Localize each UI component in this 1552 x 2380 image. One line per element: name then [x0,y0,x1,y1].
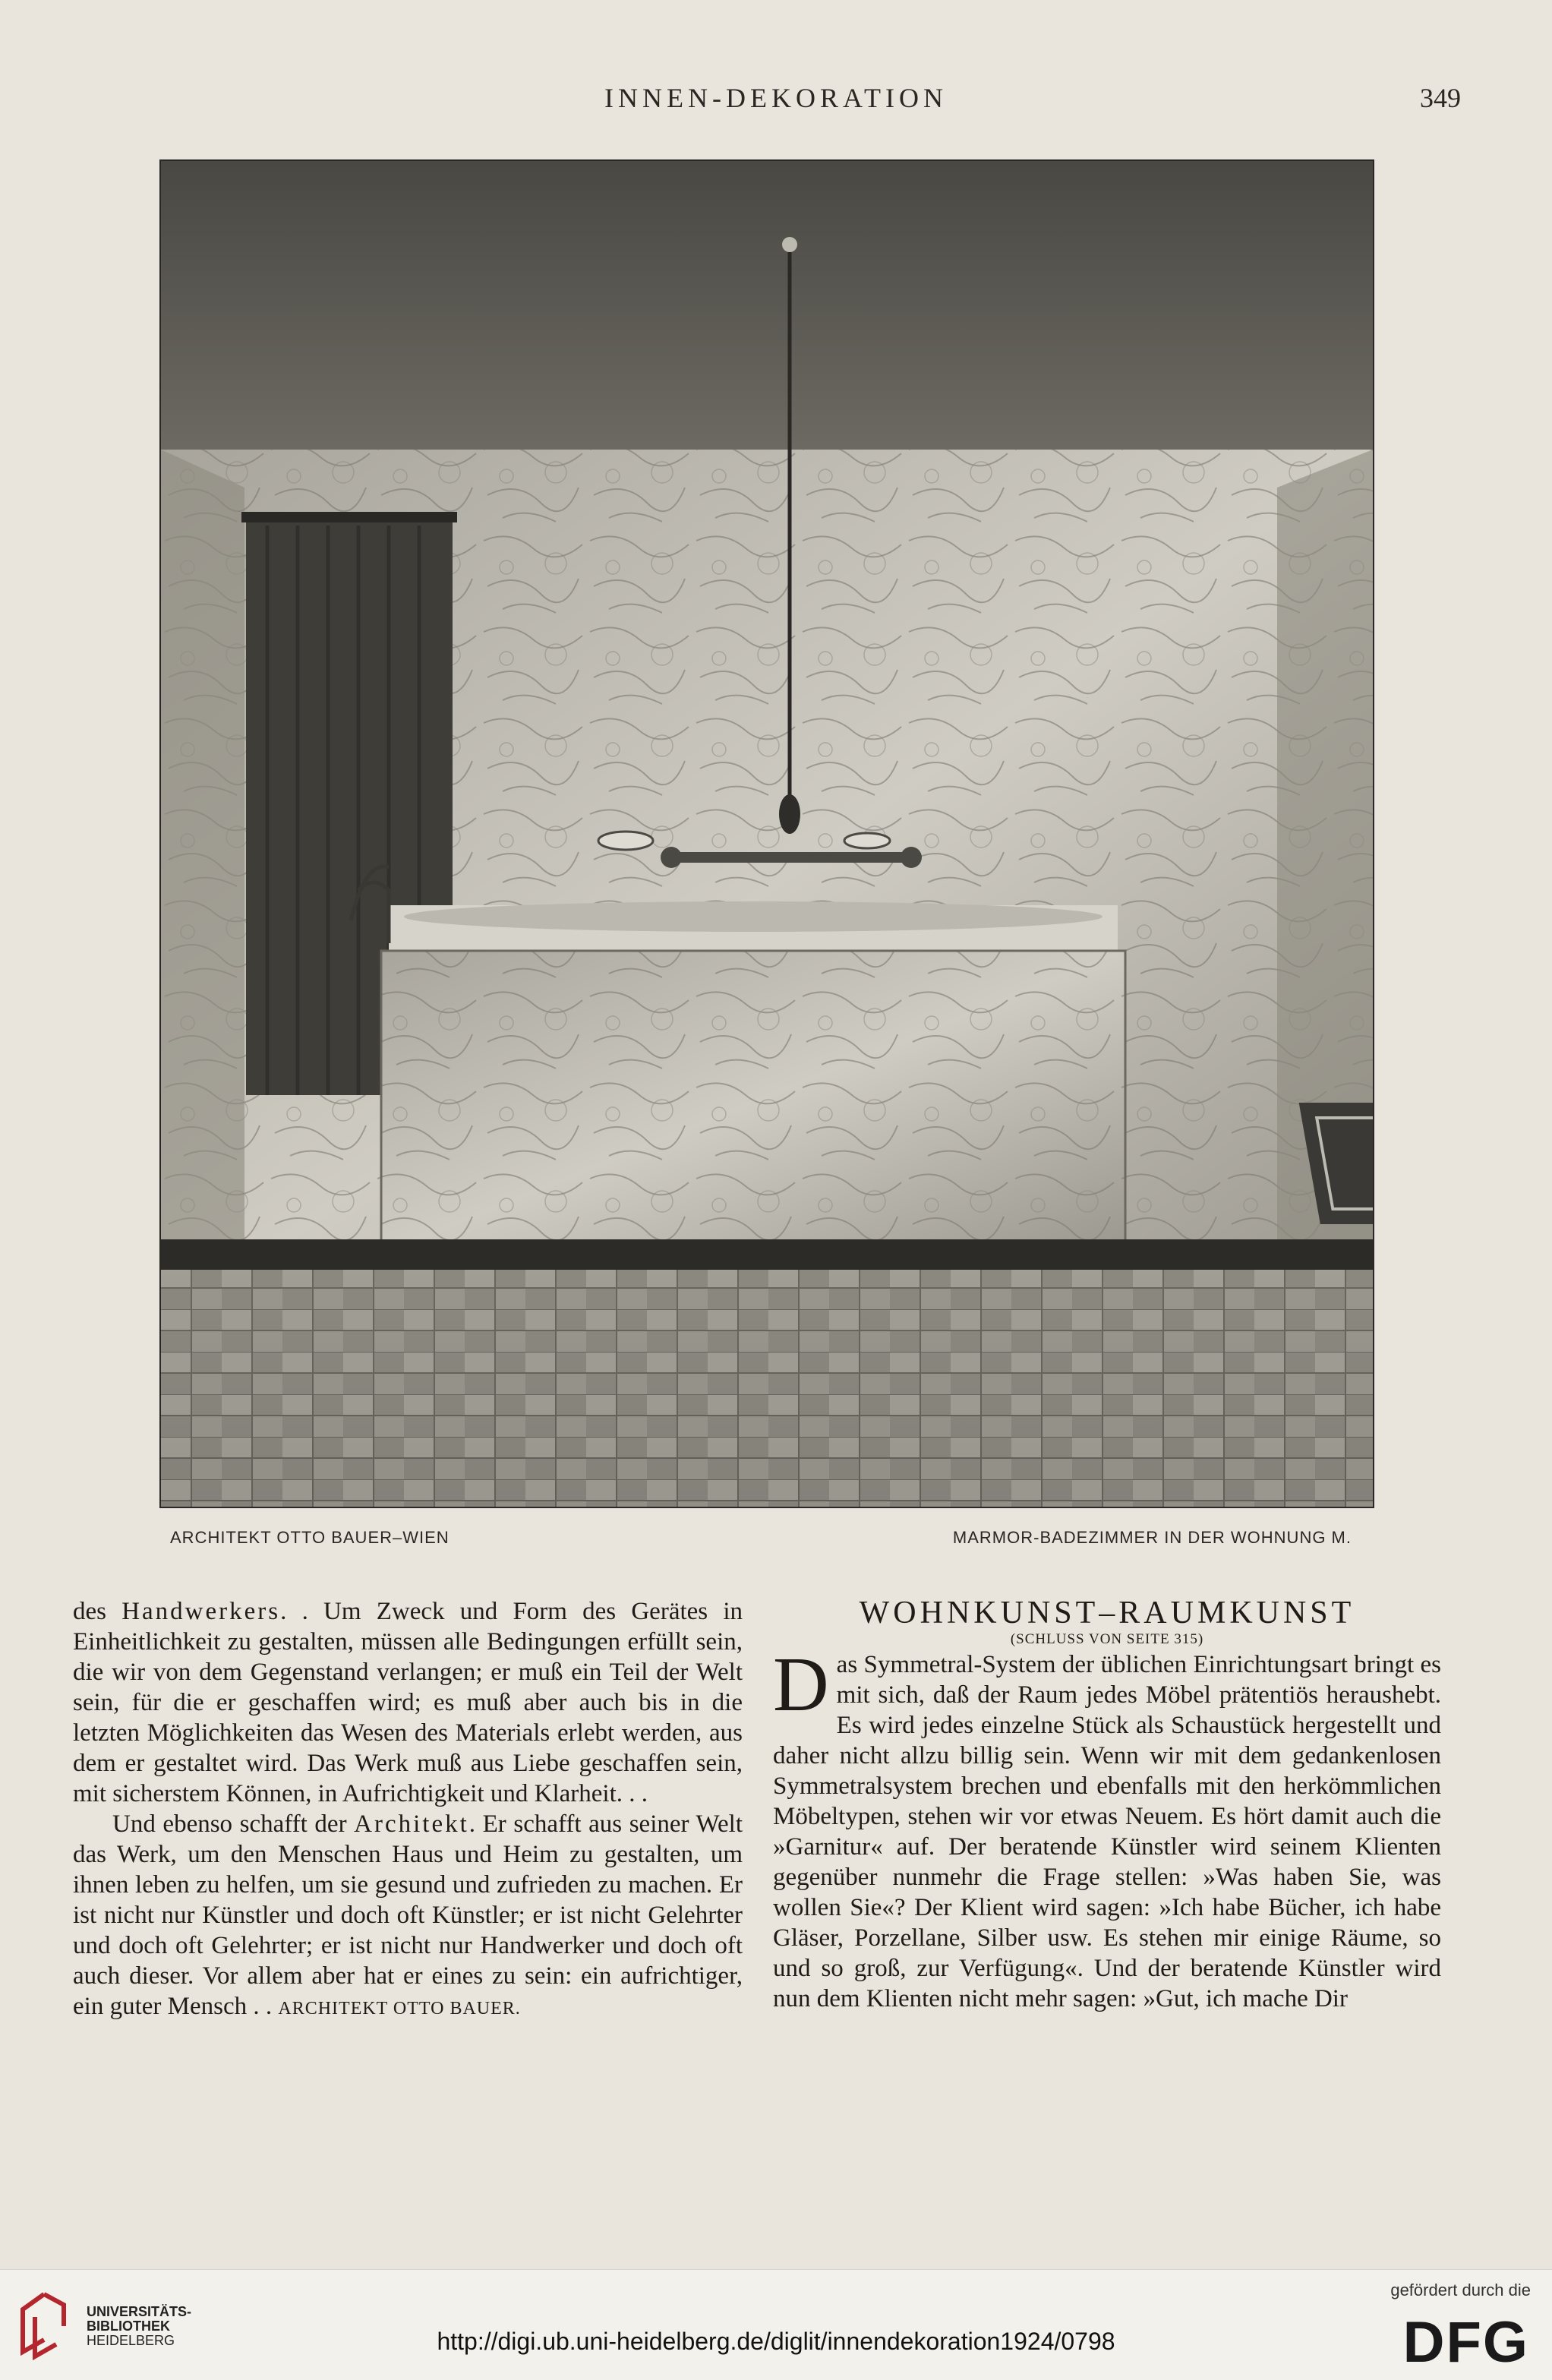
library-line: HEIDELBERG [87,2333,175,2348]
bathroom-photograph [161,161,1373,1507]
left-column [73,1596,743,2024]
text-span: des [73,1598,122,1625]
emphasized-word: Handwerkers [121,1598,281,1625]
running-title: INNEN-DEKORATION [604,83,948,113]
page-number: 349 [1420,83,1461,113]
caption-title: MARMOR-BADEZIMMER IN DER WOHNUNG M. [952,1528,1352,1547]
paragraph [73,1596,743,1809]
library-line: BIBLIOTHEK [87,2318,170,2334]
drop-cap: D [773,1642,829,1728]
funded-by-label: gefördert durch die [1390,2281,1531,2300]
author-signature: ARCHITEKT OTTO BAUER. [278,1999,521,2019]
paragraph [73,1809,743,2024]
source-url-link[interactable]: http://digi.ub.uni-heidelberg.de/diglit/innendekoration1924/0798 [437,2328,1115,2355]
paragraph [773,1642,1441,2014]
library-line: UNIVERSITÄTS- [87,2304,192,2319]
emphasized-word: Architekt [354,1810,469,1838]
article-title: WOHNKUNST–RAUMKUNST [859,1596,1355,1630]
text-span: Und ebenso schafft der [112,1810,355,1838]
dfg-logo: DFG [1402,2310,1529,2375]
caption-architect: ARCHITEKT OTTO BAUER–WIEN [170,1528,450,1547]
footer-bar [0,2269,1552,2380]
text-span: . Er schafft aus seiner Welt das Werk, um den Menschen Haus und Heim zu gestalten, um ihnen leben zu helfen, um sie gesund und zufrieden zu machen. Er ist nicht nur Künstler und doch oft Künstler; er ist nicht Gelehrter und doch oft Gelehrter; er ist nicht nur Handwerker und doch oft auch dieser. Vor allem aber hat er eines zu sein: ein aufrichtiger, ein guter Mensch . . [73,1810,743,2020]
text-span: . . Um Zweck und Form des Gerätes in Einheitlichkeit zu gestalten, müssen alle Bedingungen erfüllt sein, die wir von dem Gegenstand verlangen; er muß ein Teil der Welt sein, für die er geschaffen wird; es muß aber auch bis in die letzten Möglichkeiten das Wesen des Materials erlebt werden, aus dem er gestaltet wird. Das Werk muß aus Liebe geschaffen sein, mit sicherstem Können, in Aufrichtigkeit und Klarheit. . . [73,1598,743,1807]
right-column [773,1596,1441,2014]
article-subtitle: (SCHLUSS VON SEITE 315) [1010,1631,1204,1647]
page-header [0,82,1552,128]
text-span: as Symmetral-System der üblichen Einrichtungsart bringt es mit sich, daß der Raum jedes Möbel prätentiös heraushebt. Es wird jedes einzelne Stück als Schaustück hergestellt und daher nicht allzu billig sein. Wenn wir mit dem gedankenlosen Symmetralsystem brechen und ebenfalls mit den herkömmlichen Möbeltypen, stehen wir vor etwas Neuem. Es hört damit auch die »Garnitur« auf. Der beratende Künstler wird seinem Klienten gegenüber nunmehr die Frage stellen: »Was haben Sie, was wollen Sie«? Der Klient wird sagen: »Ich habe Bücher, ich habe Gläser, Porzellane, Silber usw. Es stehen mir einige Räume, so und so groß, zur Verfügung«. Und der beratende Künstler wird nun dem Klienten nicht mehr sagen: »Gut, ich mache Dir [773,1651,1441,2012]
